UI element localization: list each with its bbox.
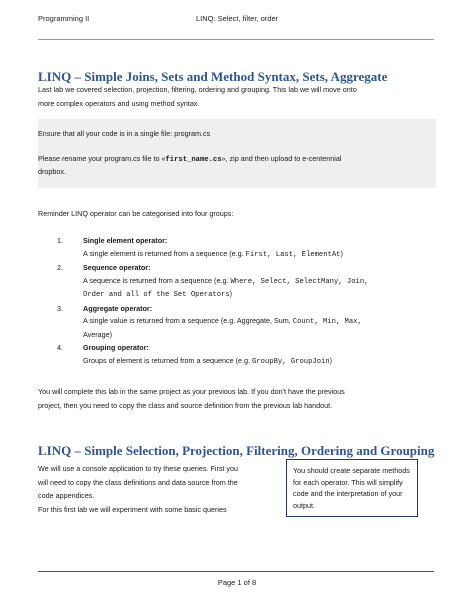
callout-line-1: Ensure that all your code is in a single file: program.cs	[38, 129, 211, 138]
group-title: Aggregate operator:	[83, 303, 153, 313]
section1-title: LINQ – Simple Joins, Sets and Method Syntax, Sets, Aggregate	[38, 69, 388, 84]
group-desc-cont: Average)	[83, 329, 113, 339]
sidebox-line-3: code and the interpretation of your	[293, 489, 403, 498]
footer-rule	[38, 571, 434, 572]
list-number: 1.	[57, 236, 63, 245]
callout-rename-pre: Please rename your program.cs file to «	[38, 154, 166, 163]
sidebox-line-1: You should create separate methods	[293, 466, 410, 475]
group-desc: A single value is returned from a sequence (e.g. Aggregate, Sum, Count, Min, Max,	[83, 316, 362, 326]
group-title: Single element operator:	[83, 236, 168, 245]
section1-intro	[38, 83, 438, 110]
project-note-line-1: You will complete this lab in the same project as your previous lab. If you don't have the previous	[38, 387, 345, 396]
group-desc-cont: Order and all of the Set Operators)	[83, 289, 233, 299]
list-item	[57, 342, 437, 368]
callout-filename: first_name.cs	[165, 156, 222, 164]
section2-line-3: code appendices.	[38, 491, 95, 500]
list-number: 2.	[57, 263, 63, 272]
section2-line-2: will need to copy the class definitions and data source from the	[38, 477, 238, 487]
separate-methods-note	[286, 459, 418, 517]
intro-line-2: more complex operators and using method syntax.	[38, 98, 200, 108]
list-item	[57, 235, 437, 261]
group-desc: A sequence is returned from a sequence (e.g. Where, Select, SelectMany, Join,	[83, 275, 369, 286]
section2-para-2: For this first lab we will experiment with some basic queries	[38, 505, 227, 514]
sidebox-line-4: output.	[293, 500, 315, 510]
group-title: Grouping operator:	[83, 343, 149, 352]
reminder-text: Reminder LINQ operator can be categorised into four groups:	[38, 209, 234, 218]
group-title: Sequence operator:	[83, 263, 151, 272]
section2-line-1: We will use a console application to try these queries. First you	[38, 464, 239, 473]
list-item	[57, 262, 437, 302]
group-desc: A single element is returned from a sequence (e.g. First, Last, ElementAt)	[83, 248, 343, 259]
callout-line-3: dropbox.	[38, 167, 66, 176]
sidebox-line-2: for each operator. This will simplify	[293, 477, 403, 487]
callout-rename-post: », zip and then upload to e-centennial	[221, 154, 342, 163]
header-rule	[38, 39, 434, 40]
operator-groups-list	[57, 235, 437, 369]
list-number: 4.	[57, 343, 63, 352]
section2-para-1	[38, 462, 278, 503]
group-desc: Groups of element is returned from a sequence (e.g. GroupBy, GroupJoin)	[83, 355, 333, 366]
header-right: LINQ: Select, filter, order	[196, 14, 279, 23]
list-number: 3.	[57, 303, 63, 313]
header-left: Programming II	[38, 14, 90, 23]
list-item	[57, 303, 437, 342]
page-number: Page 1 of 8	[217, 578, 257, 587]
project-note-line-2: project, then you need to copy the class and source definition from the previous lab handout.	[38, 400, 333, 410]
project-note	[38, 385, 438, 412]
section2-title: LINQ – Simple Selection, Projection, Filtering, Ordering and Grouping	[38, 443, 435, 458]
intro-line-1: Last lab we covered selection, projection, filtering, ordering and grouping. This lab we will move onto	[38, 85, 357, 94]
